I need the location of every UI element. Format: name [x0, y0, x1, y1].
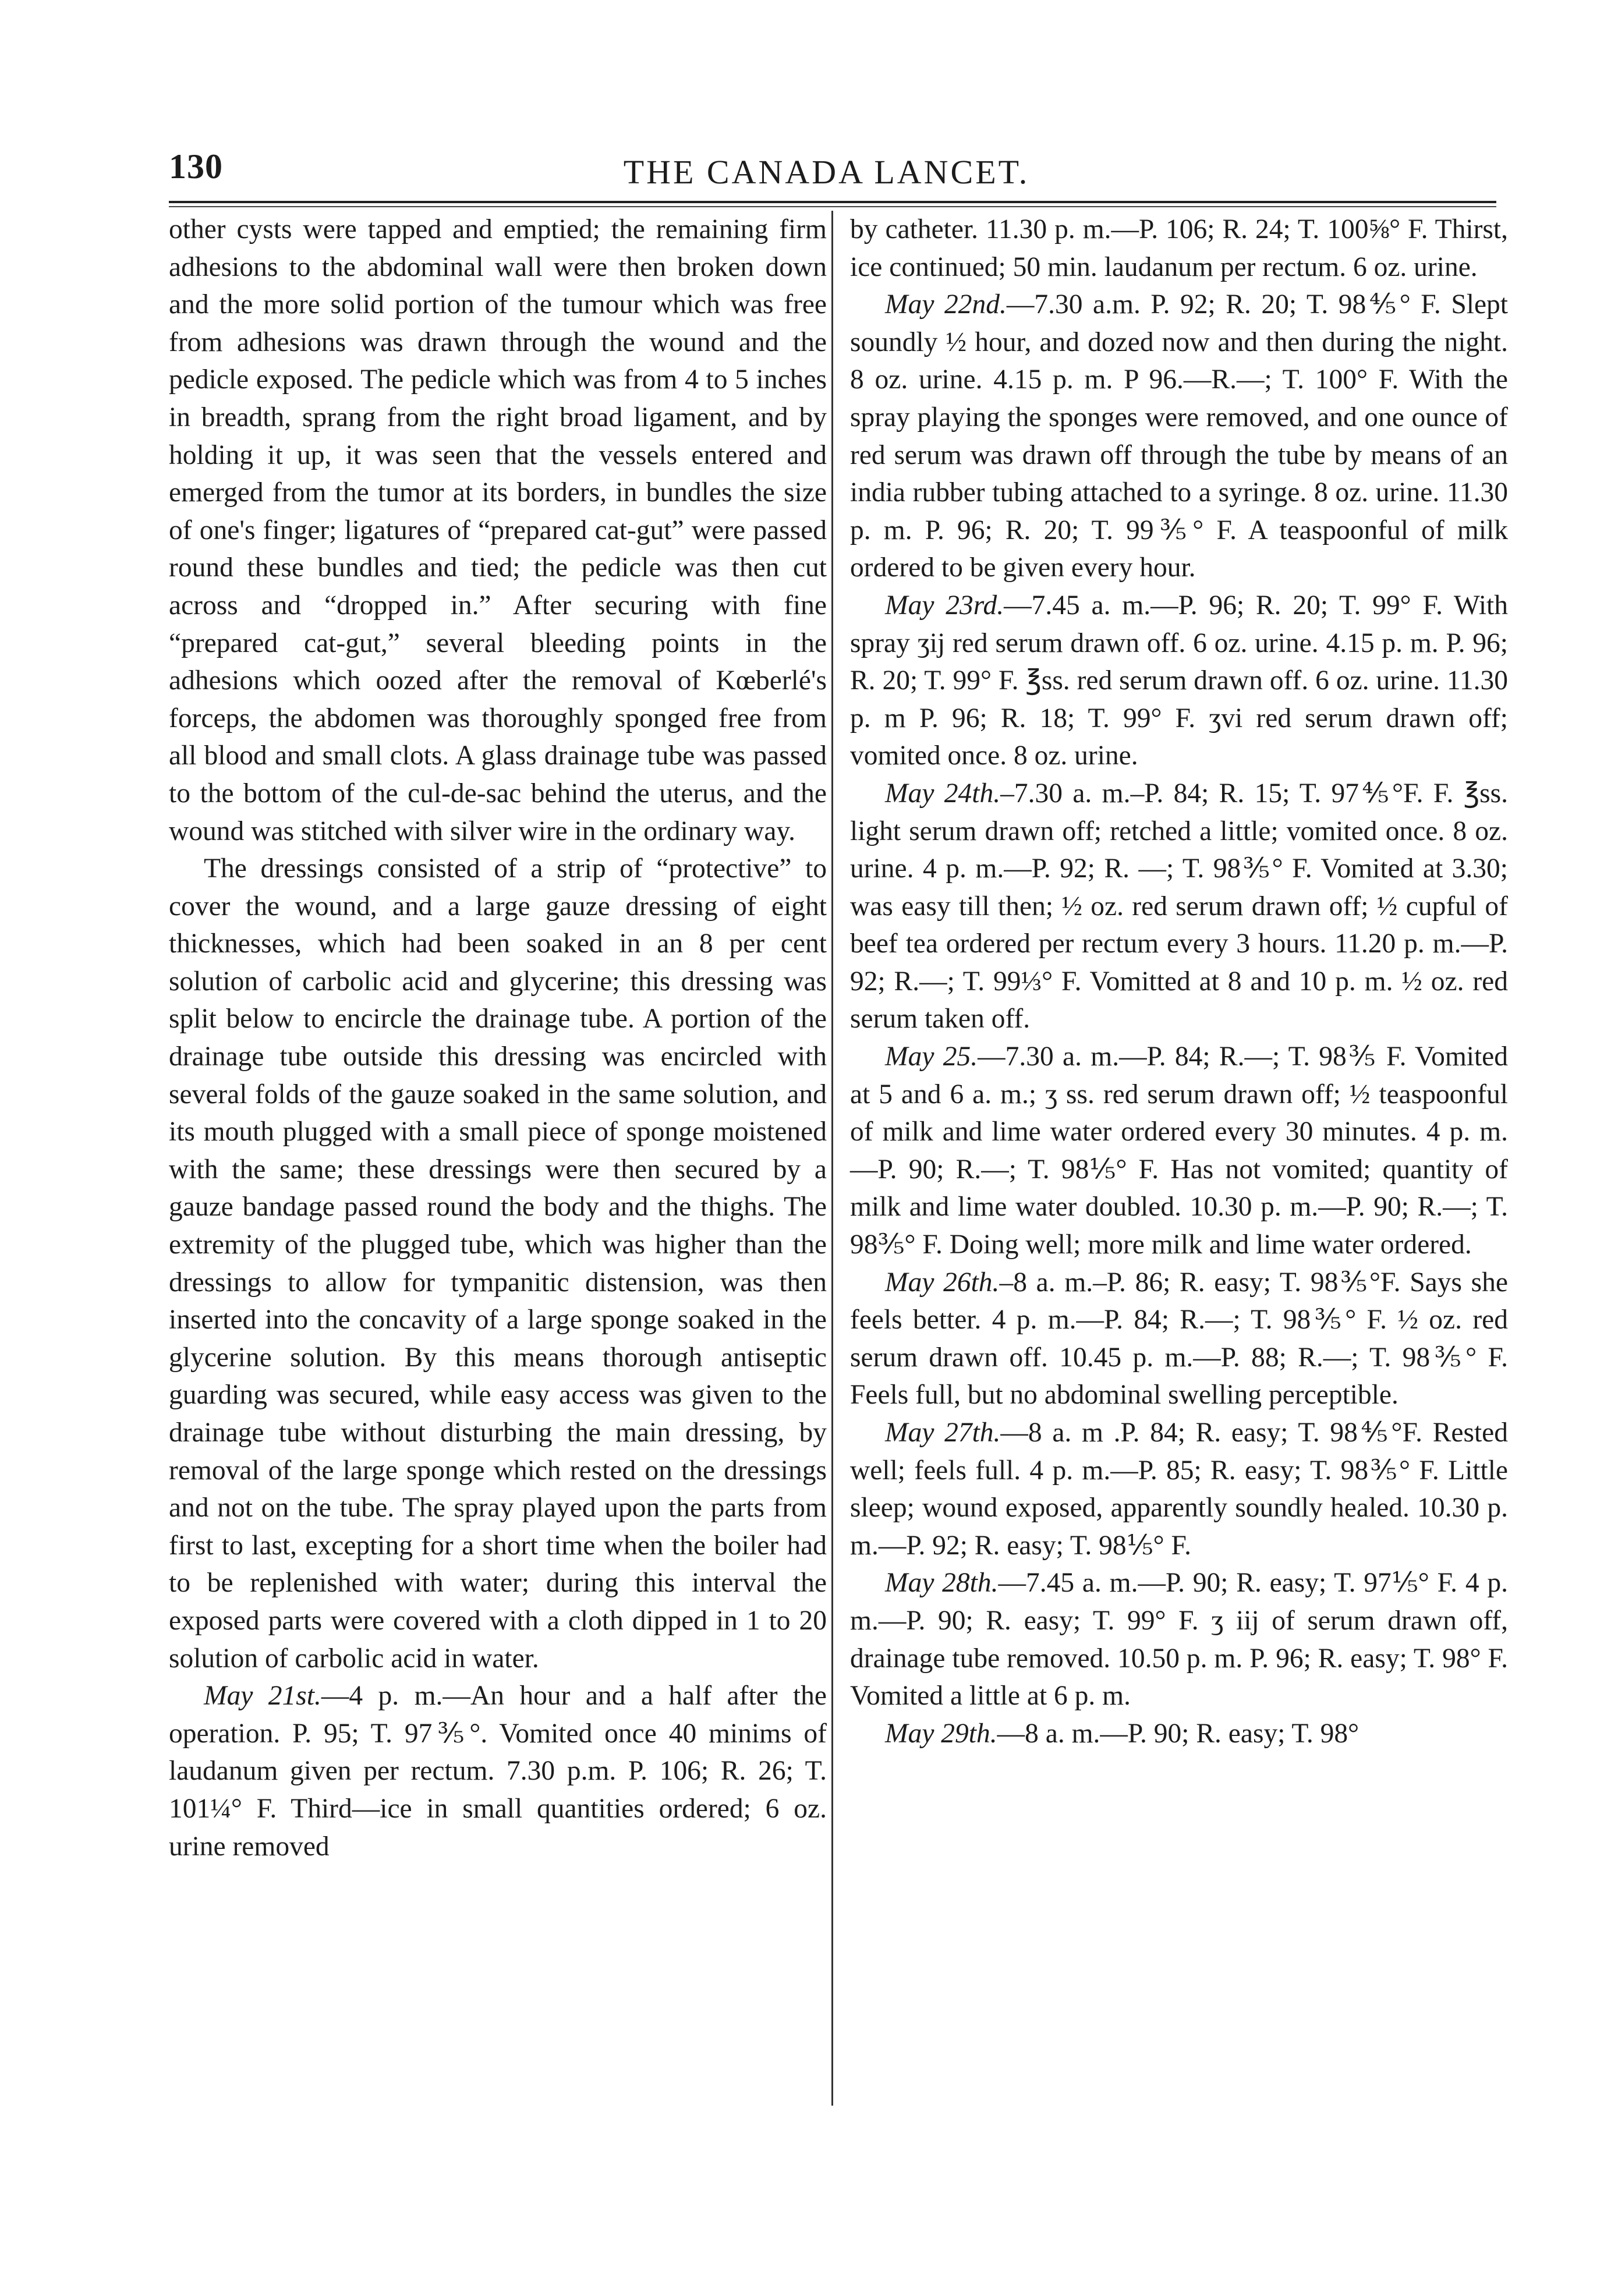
entry-text: —7.45 a. m.—P. 90; R. easy; T. 97⅕° F. 4 p. m.—P. 90; R. easy; T. 99° F. ʒ iij of serum drawn off, drainage tube removed. 10.50 p. m. P. 96; R. easy; T. 98° F. Vomited a little at 6 p. m. — [850, 1568, 1508, 1712]
entry-date: May 23rd. — [885, 590, 1004, 621]
entry-may-21 — [169, 1677, 827, 1865]
entry-date: May 29th. — [885, 1718, 997, 1749]
entry-date: May 26th. — [885, 1267, 1000, 1298]
entry-text: –8 a. m.–P. 86; R. easy; T. 98⅗°F. Says she feels better. 4 p. m.—P. 84; R.—; T. 98⅗° F. ½ oz. red serum drawn off. 10.45 p. m.—P. 88; R.—; T. 98⅗° F. Feels full, but no abdominal swelling perceptible. — [850, 1267, 1508, 1411]
paragraph-dressings: The dressings consisted of a strip of “protective” to cover the wound, and a large gauze dressing of eight thicknesses, which had been soaked in an 8 per cent solution of carbolic acid and glycerine; this dressing was split below to encircle the drainage tube. A portion of the drainage tube outside this dressing was encircled with several folds of the gauze soaked in the same solution, and its mouth plugged with a small piece of sponge moistened with the same; these dressings were then secured by a gauze bandage passed round the body and the thighs. The extremity of the plugged tube, which was higher than the dressings to allow for tympanitic distension, was then inserted into the concavity of a large sponge soaked in the glycerine solution. By this means thorough antiseptic guarding was secured, while easy access was given to the drainage tube without disturbing the main dressing, by removal of the large sponge which rested on the dressings and not on the tube. The spray played upon the parts from first to last, excepting for a short time when the boiler had to be replenished with water; during this interval the exposed parts were covered with a cloth dipped in 1 to 20 solution of carbolic acid in water. — [169, 853, 827, 1674]
entry-text: —7.30 a. m.—P. 84; R.—; T. 98⅗ F. Vomited at 5 and 6 a. m.; ʒ ss. red serum drawn off; ½ teaspoonful of milk and lime water ordered every 30 minutes. 4 p. m.—P. 90; R.—; T. 98⅕° F. Has not vomited; quantity of milk and lime water doubled. 10.30 p. m.—P. 90; R.—; T. 98⅗° F. Doing well; more milk and lime water ordered. — [850, 1041, 1508, 1260]
entry-text: —4 p. m.—An hour and a half after the operation. P. 95; T. 97⅗°. Vomited once 40 minims of laudanum given per rectum. 7.30 p.m. P. 106; R. 26; T. 101¼° F. Third—ice in small quantities ordered; 6 oz. urine removed — [169, 1681, 827, 1862]
right-column — [850, 211, 1508, 1752]
entry-date: May 28th. — [885, 1568, 999, 1599]
entry-text: —7.45 a. m.—P. 96; R. 20; T. 99° F. With spray ʒij red serum drawn off. 6 oz. urine. 4.15 p. m. P. 96; R. 20; T. 99° F. ℥ss. red serum drawn off. 6 oz. urine. 11.30 p. m P. 96; R. 18; T. 99° F. ʒvi red serum drawn off; vomited once. 8 oz. urine. — [850, 590, 1509, 771]
entry-text: —7.30 a.m. P. 92; R. 20; T. 98⅘° F. Slept soundly ½ hour, and dozed now and then during the night. 8 oz. urine. 4.15 p. m. P 96.—R.—; T. 100° F. With the spray playing the sponges were removed, and one ounce of red serum was drawn off through the tube by means of an india rubber tubing attached to a syringe. 8 oz. urine. 11.30 p. m. P. 96; R. 20; T. 99⅗° F. A teaspoonful of milk ordered to be given every hour. — [850, 289, 1508, 583]
entry-date: May 22nd. — [885, 289, 1007, 320]
entry-may-22 — [850, 286, 1508, 587]
entry-may-23 — [850, 587, 1508, 775]
entry-may-24 — [850, 775, 1508, 1038]
entry-date: May 27th. — [885, 1418, 1001, 1448]
page-number: 130 — [169, 147, 223, 186]
running-title: THE CANADA LANCET. — [623, 153, 1030, 191]
entry-text: —8 a. m .P. 84; R. easy; T. 98⅘°F. Rested well; feels full. 4 p. m.—P. 85; R. easy; T. 98⅗° F. Little sleep; wound exposed, apparently soundly healed. 10.30 p. m.—P. 92; R. easy; T. 98⅕° F. — [850, 1418, 1508, 1561]
entry-may-29 — [850, 1715, 1508, 1753]
entry-text: –7.30 a. m.–P. 84; R. 15; T. 97⅘°F. F. ℥ss. light serum drawn off; retched a little; vomited once. 8 oz. urine. 4 p. m.—P. 92; R. —; T. 98⅗° F. Vomited at 3.30; was easy till then; ½ oz. red serum drawn off; ½ cupful of beef tea ordered per rectum every 3 hours. 11.20 p. m.—P. 92; R.—; T. 99⅓° F. Vomitted at 8 and 10 p. m. ½ oz. red serum taken off. — [850, 778, 1508, 1034]
left-column — [169, 211, 827, 1865]
continuation-text: by catheter. 11.30 p. m.—P. 106; R. 24; T. 100⅝° F. Thirst, ice continued; 50 min. laudanum per rectum. 6 oz. urine. — [850, 214, 1508, 282]
entry-text: —8 a. m.—P. 90; R. easy; T. 98° — [997, 1718, 1359, 1749]
entry-date: May 24th. — [885, 778, 1001, 809]
entry-may-28 — [850, 1564, 1508, 1714]
header-rule — [169, 201, 1496, 207]
entry-date: May 25. — [885, 1041, 978, 1072]
entry-date: May 21st. — [204, 1681, 321, 1712]
entry-may-26 — [850, 1264, 1508, 1414]
paragraph-operation: other cysts were tapped and emptied; the remaining firm adhesions to the abdominal wall were then broken down and the more solid portion of the tumour which was free from adhesions was drawn through the wound and the pedicle exposed. The pedicle which was from 4 to 5 inches in breadth, sprang from the right broad ligament, and by holding it up, it was seen that the vessels entered and emerged from the tumor at its borders, in bundles the size of one's finger; ligatures of “prepared cat-gut” were passed round these bundles and tied; the pedicle was then cut across and “dropped in.” After securing with fine “prepared cat-gut,” several bleeding points in the adhesions which oozed after the removal of Kœberlé's forceps, the abdomen was thoroughly sponged free from all blood and small clots. A glass drainage tube was passed to the bottom of the cul-de-sac behind the uterus, and the wound was stitched with silver wire in the ordinary way. — [169, 214, 827, 846]
column-divider — [831, 211, 833, 2106]
entry-may-25 — [850, 1038, 1508, 1264]
entry-may-27 — [850, 1414, 1508, 1564]
